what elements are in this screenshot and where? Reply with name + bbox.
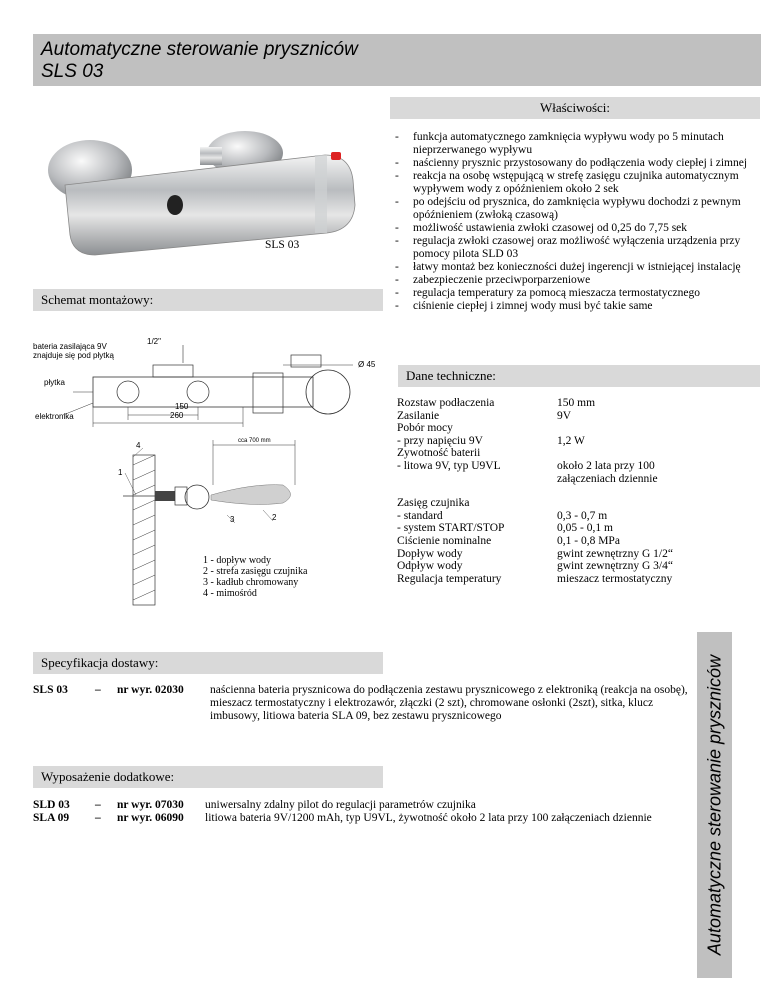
callout-3: 3 <box>230 515 235 524</box>
property-item: - możliwość ustawienia zwłoki czasowej od 0,25 do 7,75 sek <box>395 222 760 235</box>
label-electronics: elektronika <box>35 412 74 421</box>
tech-value <box>557 497 707 510</box>
properties-list <box>395 131 760 313</box>
tech-key: Zasilanie <box>397 409 440 422</box>
tech-row <box>397 548 727 561</box>
dim-260: 260 <box>170 411 184 420</box>
tech-row <box>397 397 727 410</box>
tech-value: około 2 lata przy 100 <box>557 459 655 472</box>
tech-value <box>557 422 707 435</box>
accessory-code: SLD 03 <box>33 799 70 811</box>
legend-item: 2 - strefa zasięgu czujnika <box>203 566 308 577</box>
delivery-dash: – <box>95 684 101 696</box>
tech-key: Regulacja temperatury <box>397 572 502 585</box>
accessory-code: SLA 09 <box>33 812 70 824</box>
property-item: - ciśnienie ciepłej i zimnej wody musi być takie same <box>395 300 760 313</box>
mounting-header: Schemat montażowy: <box>33 289 383 311</box>
tech-value: 1,2 W <box>557 434 585 447</box>
tech-value: 0,1 - 0,8 MPa <box>557 534 620 547</box>
tech-row <box>397 510 727 523</box>
property-item: - funkcja automatycznego zamknięcia wypływu wody po 5 minutach nieprzerwanego wypływu <box>395 131 760 157</box>
tech-header: Dane techniczne: <box>398 365 760 387</box>
callout-1: 1 <box>118 468 123 477</box>
delivery-code: SLS 03 <box>33 684 68 696</box>
tech-key: Zasięg czujnika <box>397 497 470 510</box>
accessory-row <box>33 812 693 825</box>
accessory-desc: litiowa bateria 9V/1200 mAh, typ U9VL, żywotność około 2 lata przy 100 załączeniach dziennie <box>205 812 652 824</box>
property-item: - regulacja zwłoki czasowej oraz możliwość wyłączenia urządzenia przy pomocy pilota SLD 03 <box>395 235 760 261</box>
tech-row <box>397 522 727 535</box>
accessories-header: Wyposażenie dodatkowe: <box>33 766 383 788</box>
tech-value: załączeniach dziennie <box>557 472 658 485</box>
tech-value: 9V <box>557 409 572 422</box>
accessories-list <box>33 799 693 825</box>
product-image <box>35 125 375 260</box>
label-thread: 1/2" <box>147 337 161 346</box>
legend-item: 1 - dopływ wody <box>203 555 272 566</box>
legend-item: 4 - mimośród <box>203 588 257 599</box>
tech-value: gwint zewnętrzny G 3/4“ <box>557 560 673 573</box>
delivery-header: Specyfikacja dostawy: <box>33 652 383 674</box>
tech-row <box>397 573 727 586</box>
tech-key: - system START/STOP <box>397 522 505 535</box>
tech-key: Rozstaw podłaczenia <box>397 397 495 409</box>
tech-key: - przy napięciu 9V <box>397 434 483 447</box>
tech-value: 150 mm <box>557 397 596 409</box>
tech-row <box>397 535 727 548</box>
tech-value: 0,3 - 0,7 m <box>557 509 608 522</box>
side-label-bar <box>697 632 732 978</box>
label-diameter: Ø 45 <box>358 360 376 369</box>
tech-table <box>397 397 727 585</box>
tech-key: Pobór mocy <box>397 422 453 435</box>
accessory-order: nr wyr. 06090 <box>117 812 184 824</box>
product-caption: SLS 03 <box>265 239 300 251</box>
tech-key <box>397 473 557 486</box>
tech-row <box>397 447 727 460</box>
label-battery-2: znajduje się pod płytką <box>33 351 114 360</box>
tech-row <box>397 497 727 510</box>
dim-150: 150 <box>175 402 189 411</box>
delivery-order: nr wyr. 02030 <box>117 684 184 696</box>
tech-row <box>397 422 727 435</box>
tech-value: 0,05 - 0,1 m <box>557 522 613 535</box>
accessory-order: nr wyr. 07030 <box>117 799 184 811</box>
property-item: - reakcja na osobę wstępującą w strefę zasięgu czujnika automatycznym wypływem wody z opóźnieniem około 2 sek <box>395 170 760 196</box>
label-battery-1: bateria zasilająca 9V <box>33 342 107 351</box>
page-subtitle: SLS 03 <box>41 61 104 82</box>
tech-row <box>397 410 727 423</box>
tech-key: Zywotność baterii <box>397 447 481 460</box>
side-label: Automatyczne sterowanie pryszniców <box>704 654 724 956</box>
label-plate: płytka <box>44 378 65 387</box>
tech-row <box>397 460 727 473</box>
callout-4: 4 <box>136 441 141 450</box>
callout-2: 2 <box>272 513 277 522</box>
accessory-row <box>33 799 693 812</box>
tech-value: mieszacz termostatyczny <box>557 572 673 585</box>
accessory-dash: – <box>95 799 101 811</box>
tech-key: Odpływ wody <box>397 560 463 573</box>
tech-key: - litowa 9V, typ U9VL <box>397 459 501 472</box>
tech-value: gwint zewnętrzny G 1/2“ <box>557 547 673 560</box>
property-item: - po odejściu od prysznica, do zamknięcia wypływu dochodzi z pewnym opóźnieniem (zwłoką czasową) <box>395 196 760 222</box>
page-title: Automatyczne sterowanie pryszniców <box>41 39 358 60</box>
tech-row <box>397 473 727 486</box>
tech-row <box>397 560 727 573</box>
tech-key: Ciścienie nominalne <box>397 534 492 547</box>
property-item: - zabezpieczenie przeciwporparzeniowe <box>395 274 760 287</box>
tech-key: Dopływ wody <box>397 547 463 560</box>
diagram-legend <box>203 555 307 599</box>
accessory-dash: – <box>95 812 101 824</box>
tech-value <box>557 447 707 460</box>
tech-key: - standard <box>397 509 443 522</box>
tech-row <box>397 435 727 448</box>
dim-700: cca 700 mm <box>238 438 271 444</box>
legend-item: 3 - kadłub chromowany <box>203 577 299 588</box>
property-item: - regulacja temperatury za pomocą mieszacza termostatycznego <box>395 287 760 300</box>
property-item: - naścienny prysznic przystosowany do podłączenia wody ciepłej i zimnej <box>395 157 760 170</box>
delivery-desc: naścienna bateria prysznicowa do podłączenia zestawu prysznicowego z elektroniką (reakcja na osobę), mieszacz termostatyczny i elektrozawór, złączki (2 szt), chromowane osłonki (2szt), sitka, klucz imbusowy, litiowa bateria SLA 09, bez zestawu prysznicowego <box>210 684 688 722</box>
property-item: - łatwy montaż bez konieczności dużej ingerencji w istniejącej instalację <box>395 261 760 274</box>
accessory-desc: uniwersalny zdalny pilot do regulacji parametrów czujnika <box>205 799 476 811</box>
title-bar <box>33 34 761 86</box>
properties-header: Właściwości: <box>390 97 760 119</box>
